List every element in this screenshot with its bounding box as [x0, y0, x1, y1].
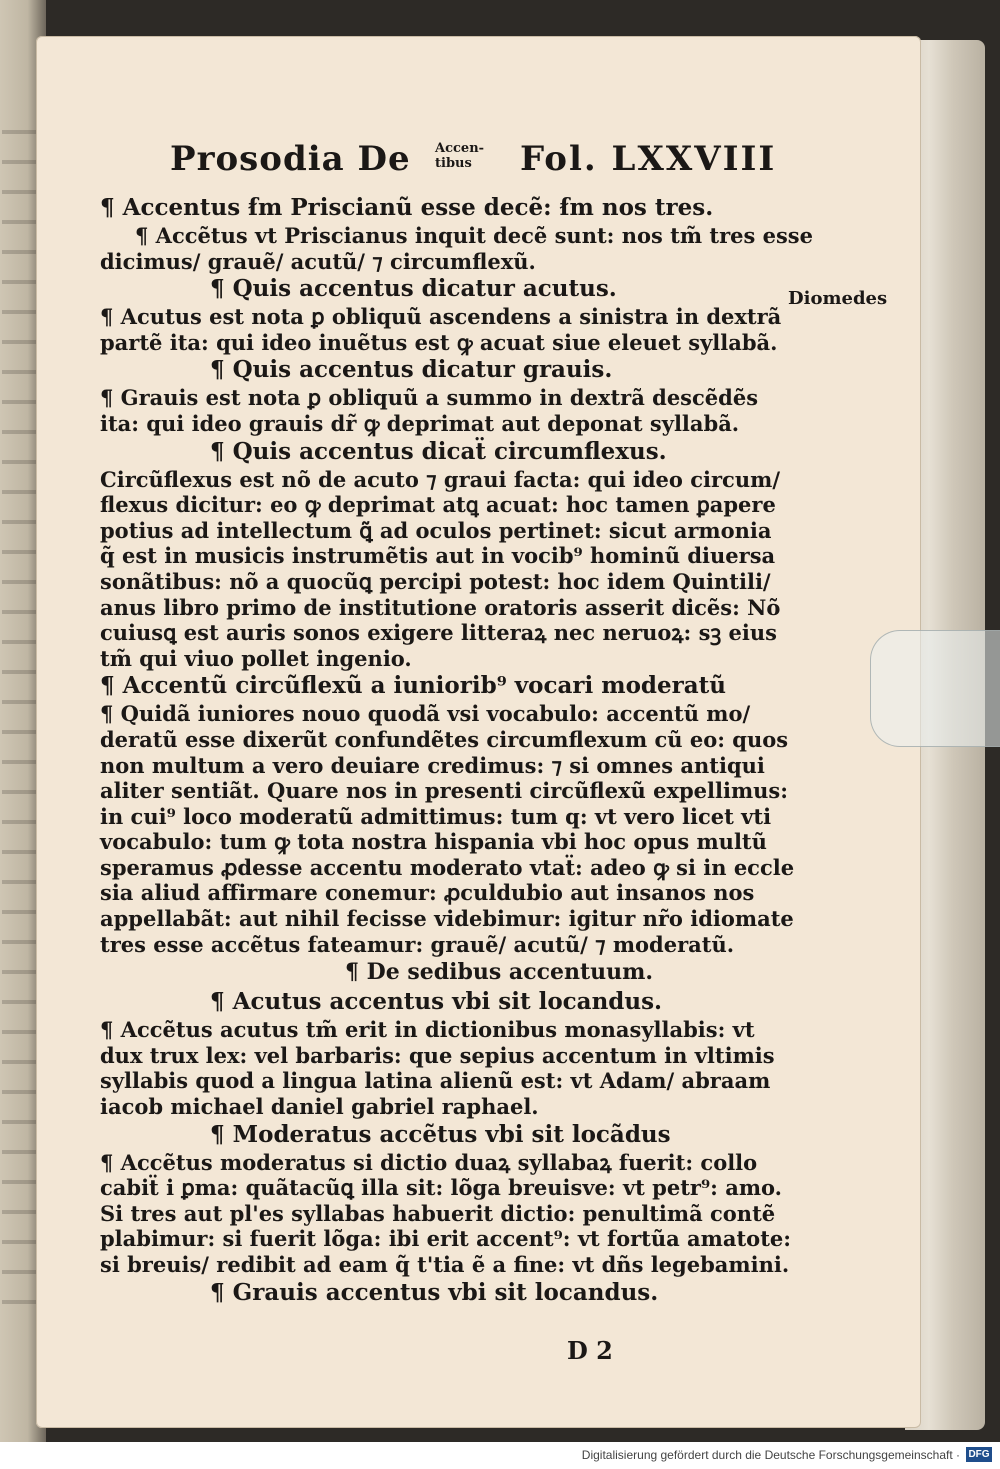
section-heading: ¶ Moderatus accẽtus vbi sit locãdus [210, 1120, 671, 1148]
text-line: cuiusꝗ est auris sonos exigere litteraꝝ nec neruoꝝ: sꝫ eius [100, 620, 777, 646]
text-line: cabiẗ i ꝑma: quãtacũꝗ illa sit: lõga breuisve: vt petr⁹: amo. [100, 1175, 782, 1201]
text-line: Circũflexus est nõ de acuto ⁊ graui facta: qui ideo circum/ [100, 466, 780, 492]
header-subtitle-top: Accen- [435, 141, 485, 156]
text-line: sia aliud affirmare conemur: ꝓculdubio aut insanos nos [100, 880, 755, 906]
text-line: ¶ Quidã iuniores nouo quodã vsi vocabulo: accentũ mo/ [100, 701, 751, 727]
text-line: ¶ Accẽtus acutus tm̃ erit in dictionibus monasyllabis: vt [100, 1017, 755, 1043]
text-line: tm̃ qui viuo pollet ingenio. [100, 645, 412, 671]
text-line: tres esse accẽtus fateamur: grauẽ/ acutũ/ ⁊ moderatũ. [100, 931, 735, 957]
text-line: non multum a vero deuiare credimus: ⁊ si omnes antiqui [100, 752, 765, 778]
text-line: ¶ Grauis est nota ꝑ obliquũ a summo in dextrã descẽdẽs [100, 385, 759, 411]
text-line: ¶ Accẽtus vt Priscianus inquit decẽ sunt: nos tm̃ tres esse [135, 223, 813, 248]
folio-number: Fol. LXXVIII [520, 139, 777, 179]
page-content [100, 135, 820, 1308]
running-header [100, 135, 820, 193]
text-line: iacob michael daniel gabriel raphael. [100, 1094, 539, 1120]
text-line: plabimur: si fuerit lõga: ibi erit accent⁹: vt fortũa amatote: [100, 1226, 792, 1252]
footer-bar [0, 1442, 1000, 1469]
text-body [100, 193, 820, 1308]
signature-mark: D 2 [567, 1336, 613, 1365]
text-line: aliter sentiãt. Quare nos in presenti circũflexũ expellimus: [100, 778, 789, 804]
header-subtitle [435, 141, 484, 171]
section-heading: ¶ Grauis accentus vbi sit locandus. [210, 1278, 659, 1306]
text-line: vocabulo: tum ꝙ tota nostra hispania vbi hoc opus multũ [100, 829, 767, 855]
text-line: potius ad intellectum ꝗ̃ ad oculos pertinet: sicut armonia [100, 517, 772, 543]
section-heading: ¶ Accentũ circũflexũ a iuniorib⁹ vocari moderatũ [100, 672, 727, 700]
text-line: deratũ esse dixerũt confundẽtes circumflexum cũ eo: quos [100, 726, 789, 752]
section-heading: ¶ De sedibus accentuum. [345, 959, 654, 986]
dfg-logo: DFG [966, 1447, 992, 1462]
text-line: anus libro primo de institutione oratoris asserit dicẽs: Nõ [100, 594, 781, 620]
margin-note: Diomedes [788, 288, 888, 309]
section-heading: ¶ Quis accentus dicatur acutus. [210, 275, 617, 303]
section-heading: ¶ Quis accentus dicaẗ circumflexus. [210, 437, 667, 465]
text-line: dux trux lex: vel barbaris: que sepius accentum in vltimis [100, 1042, 775, 1068]
footer-credit: Digitalisierung gefördert durch die Deutsche Forschungsgemeinschaft · [581, 1448, 960, 1462]
text-line: flexus dicitur: eo ꝙ deprimat atꝗ acuat: hoc tamen ꝑapere [100, 492, 776, 518]
text-line: partẽ ita: qui ideo inuẽtus est ꝙ acuat siue eleuet syllabã. [100, 329, 778, 355]
text-line: ita: qui ideo grauis dr̃ ꝙ deprimat aut deponat syllabã. [100, 410, 740, 436]
header-title: Prosodia De [170, 139, 411, 179]
header-subtitle-bottom: tibus [435, 156, 472, 171]
text-line: syllabis quod a lingua latina alienũ est: vt Adam/ abraam [100, 1068, 771, 1094]
section-heading: ¶ Quis accentus dicatur grauis. [210, 356, 613, 384]
text-line: sonãtibus: nõ a quocũꝗ percipi potest: hoc idem Quintili/ [100, 568, 771, 594]
section-heading: ¶ Accentus ẜm Priscianũ esse decẽ: ẜm nos tres. [100, 194, 714, 221]
text-line: ¶ Accẽtus moderatus si dictio duaꝝ syllabaꝝ fuerit: collo [100, 1149, 758, 1175]
text-line: ¶ Acutus est nota ꝑ obliquũ ascendens a sinistra in dextrã [100, 304, 782, 330]
text-line: Si tres aut pl'es syllabas habuerit dictio: penultimã contẽ [100, 1200, 776, 1226]
text-line: dicimus/ grauẽ/ acutũ/ ⁊ circumflexũ. [100, 248, 536, 274]
page-clip [870, 630, 1000, 747]
text-line: q̃ est in musicis instrumẽtis aut in vocib⁹ hominũ diuersa [100, 543, 776, 569]
text-line: si breuis/ redibit ad eam q̃ t'tia ẽ a fine: vt dñs legebamini. [100, 1252, 790, 1277]
section-heading: ¶ Acutus accentus vbi sit locandus. [210, 988, 663, 1016]
text-line: speramus ꝓdesse accentu moderato vtaẗ: adeo ꝙ si in eccle [100, 854, 795, 880]
text-line: in cui⁹ loco moderatũ admittimus: tum q: vt vero licet vti [100, 803, 772, 829]
text-line: appellabãt: aut nihil fecisse videbimur: igitur nr̃o idiomate [100, 906, 794, 932]
